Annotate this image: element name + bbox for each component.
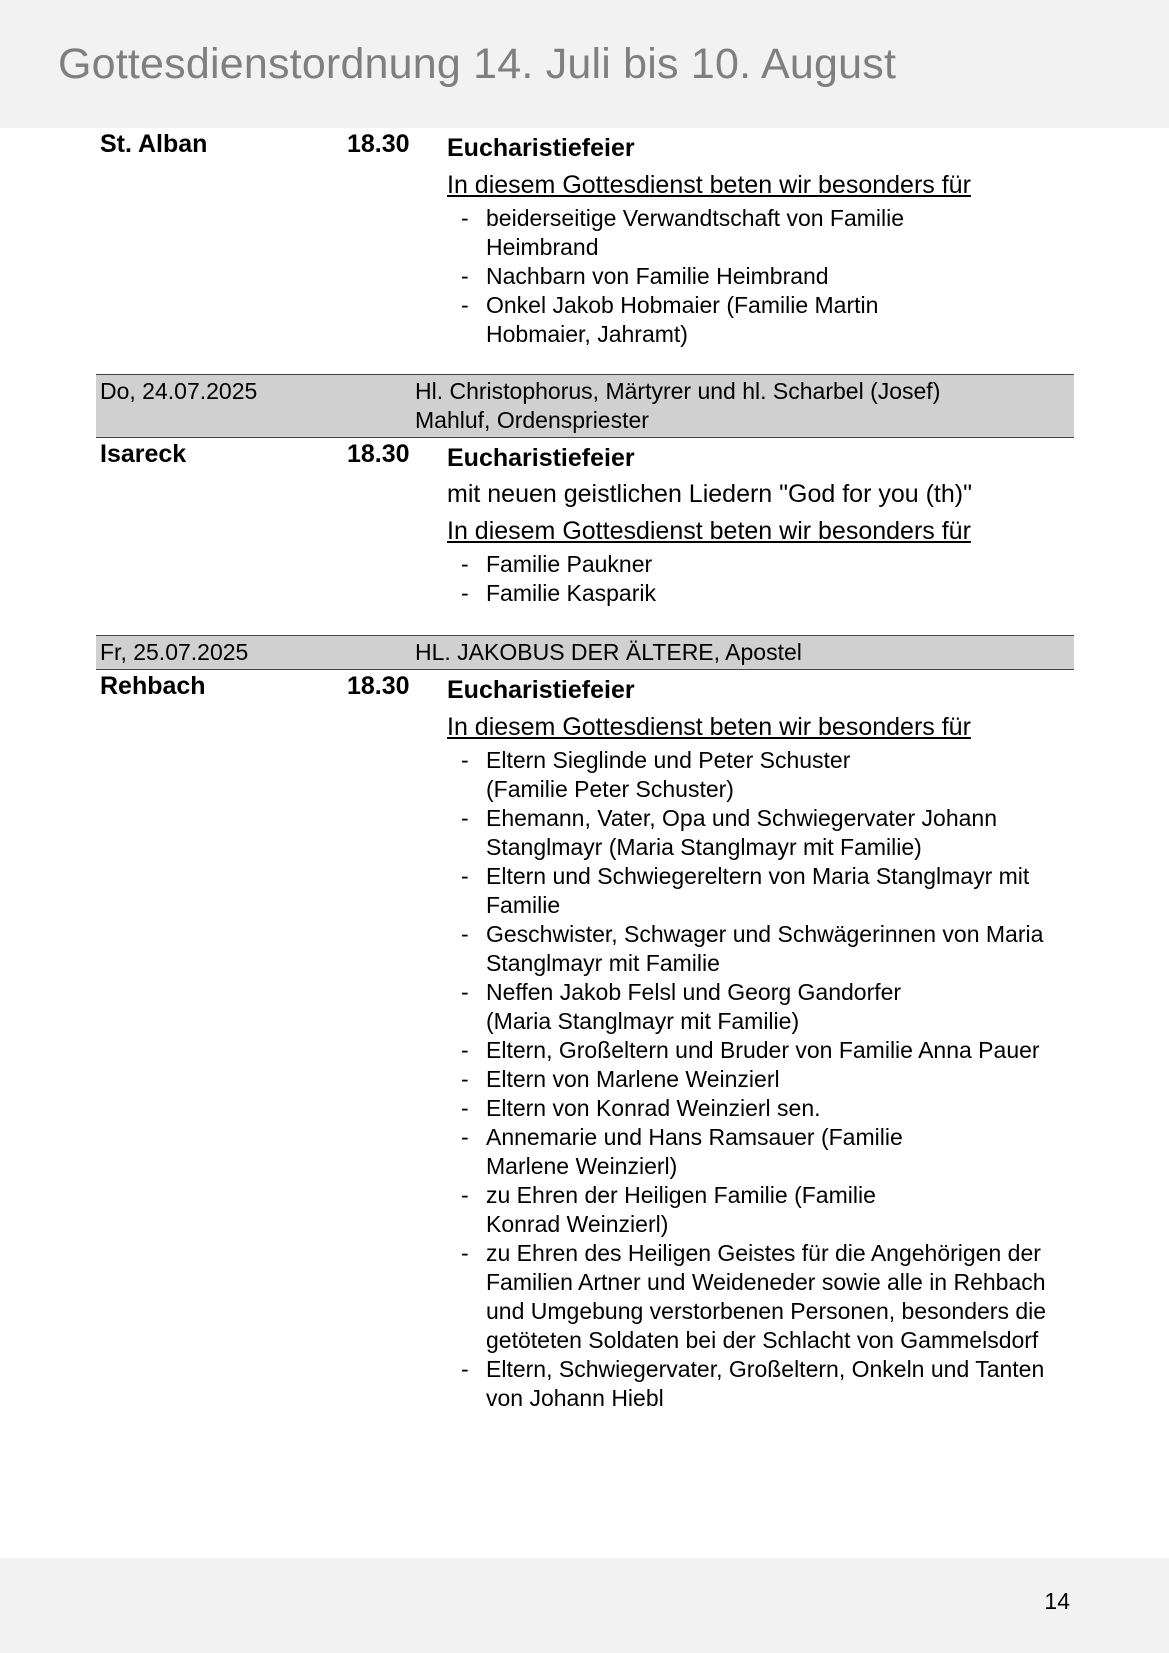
list-item: - zu Ehren der Heiligen Familie (Familie Konrad Weinzierl): [461, 1182, 876, 1237]
service-details: [447, 128, 1074, 349]
page-footer: [0, 1558, 1169, 1653]
list-item: - Ehemann, Vater, Opa und Schwiegervater Johann Stanglmayr (Maria Stanglmayr mit Familie): [461, 805, 998, 860]
intention-text: Eltern Sieglinde und Peter Schuster (Familie Peter Schuster): [486, 747, 851, 802]
list-item: - Familie Paukner: [461, 551, 653, 577]
day-date: Fr, 25.07.2025: [100, 639, 249, 665]
intention-text: zu Ehren der Heiligen Familie (Familie Konrad Weinzierl): [486, 1182, 876, 1237]
list-item: - Eltern und Schwiegereltern von Maria Stanglmayr mit Familie: [461, 863, 1030, 918]
list-item: - Geschwister, Schwager und Schwägerinnen von Maria Stanglmayr mit Familie: [461, 921, 1044, 976]
intention-text: Eltern und Schwiegereltern von Maria Stanglmayr mit Familie: [486, 863, 1030, 918]
service-note: mit neuen geistlichen Liedern "God for you (th)": [447, 480, 972, 508]
schedule: [96, 128, 1074, 1413]
intention-text: Nachbarn von Familie Heimbrand: [486, 263, 829, 289]
list-item: - Familie Kasparik: [461, 580, 656, 606]
intention-text: Onkel Jakob Hobmaier (Familie Martin Hobmaier, Jahramt): [486, 292, 879, 347]
list-item: - Eltern von Marlene Weinzierl: [461, 1066, 780, 1092]
day-date: Do, 24.07.2025: [100, 378, 258, 404]
list-item: - Eltern, Schwiegervater, Großeltern, Onkeln und Tanten von Johann Hiebl: [461, 1356, 1045, 1411]
service-entry: [96, 670, 1074, 1413]
list-item: - Eltern, Großeltern und Bruder von Familie Anna Pauer: [461, 1037, 1040, 1063]
service-location: Rehbach: [100, 672, 206, 700]
service-time: 18.30: [347, 672, 410, 700]
day-feast: Hl. Christophorus, Märtyrer und hl. Scharbel (Josef) Mahluf, Ordenspriester: [415, 378, 941, 433]
list-item: - beiderseitige Verwandtschaft von Familie Heimbrand: [461, 205, 905, 260]
page-title: Gottesdienstordnung 14. Juli bis 10. August: [58, 40, 897, 88]
intentions-list: [447, 746, 1074, 1413]
service-entry: [96, 128, 1074, 374]
intentions-heading: In diesem Gottesdienst beten wir besonders für: [447, 517, 971, 545]
list-item: - zu Ehren des Heiligen Geistes für die Angehörigen der Familien Artner und Weideneder sowie alle in Rehbach und Umgebung verstorbenen Personen, besonders die getöteten Soldaten bei der Schlacht von Gammelsdorf: [461, 1240, 1047, 1353]
day-header-row: [96, 635, 1074, 670]
list-item: - Eltern von Konrad Weinzierl sen.: [461, 1095, 821, 1121]
intention-text: Familie Kasparik: [486, 580, 656, 606]
intention-text: Familie Paukner: [486, 551, 653, 577]
service-time: 18.30: [347, 130, 410, 158]
intention-text: Eltern von Marlene Weinzierl: [486, 1066, 780, 1092]
day-feast: HL. JAKOBUS DER ÄLTERE, Apostel: [415, 639, 802, 665]
service-location: St. Alban: [100, 130, 208, 158]
list-item: - Onkel Jakob Hobmaier (Familie Martin Hobmaier, Jahramt): [461, 292, 879, 347]
intentions-list: [447, 550, 1074, 608]
intention-text: Annemarie und Hans Ramsauer (Familie Marlene Weinzierl): [486, 1124, 903, 1179]
list-item: - Neffen Jakob Felsl und Georg Gandorfer (Maria Stanglmayr mit Familie): [461, 979, 902, 1034]
service-location: Isareck: [100, 440, 187, 468]
intentions-heading: In diesem Gottesdienst beten wir besonders für: [447, 713, 971, 741]
page-header: [0, 0, 1169, 128]
service-type: Eucharistiefeier: [447, 676, 635, 704]
day-header-row: [96, 374, 1074, 438]
intention-text: Eltern von Konrad Weinzierl sen.: [486, 1095, 821, 1121]
list-item: - Nachbarn von Familie Heimbrand: [461, 263, 829, 289]
service-entry: [96, 438, 1074, 635]
intentions-list: [447, 204, 1074, 349]
service-time: 18.30: [347, 440, 410, 468]
intention-text: Ehemann, Vater, Opa und Schwiegervater Johann Stanglmayr (Maria Stanglmayr mit Familie): [486, 805, 998, 860]
list-item: - Eltern Sieglinde und Peter Schuster (Familie Peter Schuster): [461, 747, 851, 802]
intention-text: Eltern, Schwiegervater, Großeltern, Onkeln und Tanten von Johann Hiebl: [486, 1356, 1045, 1411]
intention-text: zu Ehren des Heiligen Geistes für die Angehörigen der Familien Artner und Weideneder sowie alle in Rehbach und Umgebung verstorbenen Personen, besonders die getöteten Soldaten bei der Schlacht von Gammelsdorf: [486, 1240, 1047, 1353]
service-type: Eucharistiefeier: [447, 444, 635, 472]
intention-text: beiderseitige Verwandtschaft von Familie Heimbrand: [486, 205, 905, 260]
list-item: - Annemarie und Hans Ramsauer (Familie Marlene Weinzierl): [461, 1124, 903, 1179]
intention-text: Eltern, Großeltern und Bruder von Familie Anna Pauer: [486, 1037, 1040, 1063]
intention-text: Geschwister, Schwager und Schwägerinnen von Maria Stanglmayr mit Familie: [486, 921, 1044, 976]
intentions-heading: In diesem Gottesdienst beten wir besonders für: [447, 171, 971, 199]
page-number: 14: [1044, 1588, 1070, 1614]
service-details: [447, 438, 1074, 608]
service-details: [447, 670, 1074, 1413]
service-type: Eucharistiefeier: [447, 134, 635, 162]
intention-text: Neffen Jakob Felsl und Georg Gandorfer (Maria Stanglmayr mit Familie): [486, 979, 902, 1034]
